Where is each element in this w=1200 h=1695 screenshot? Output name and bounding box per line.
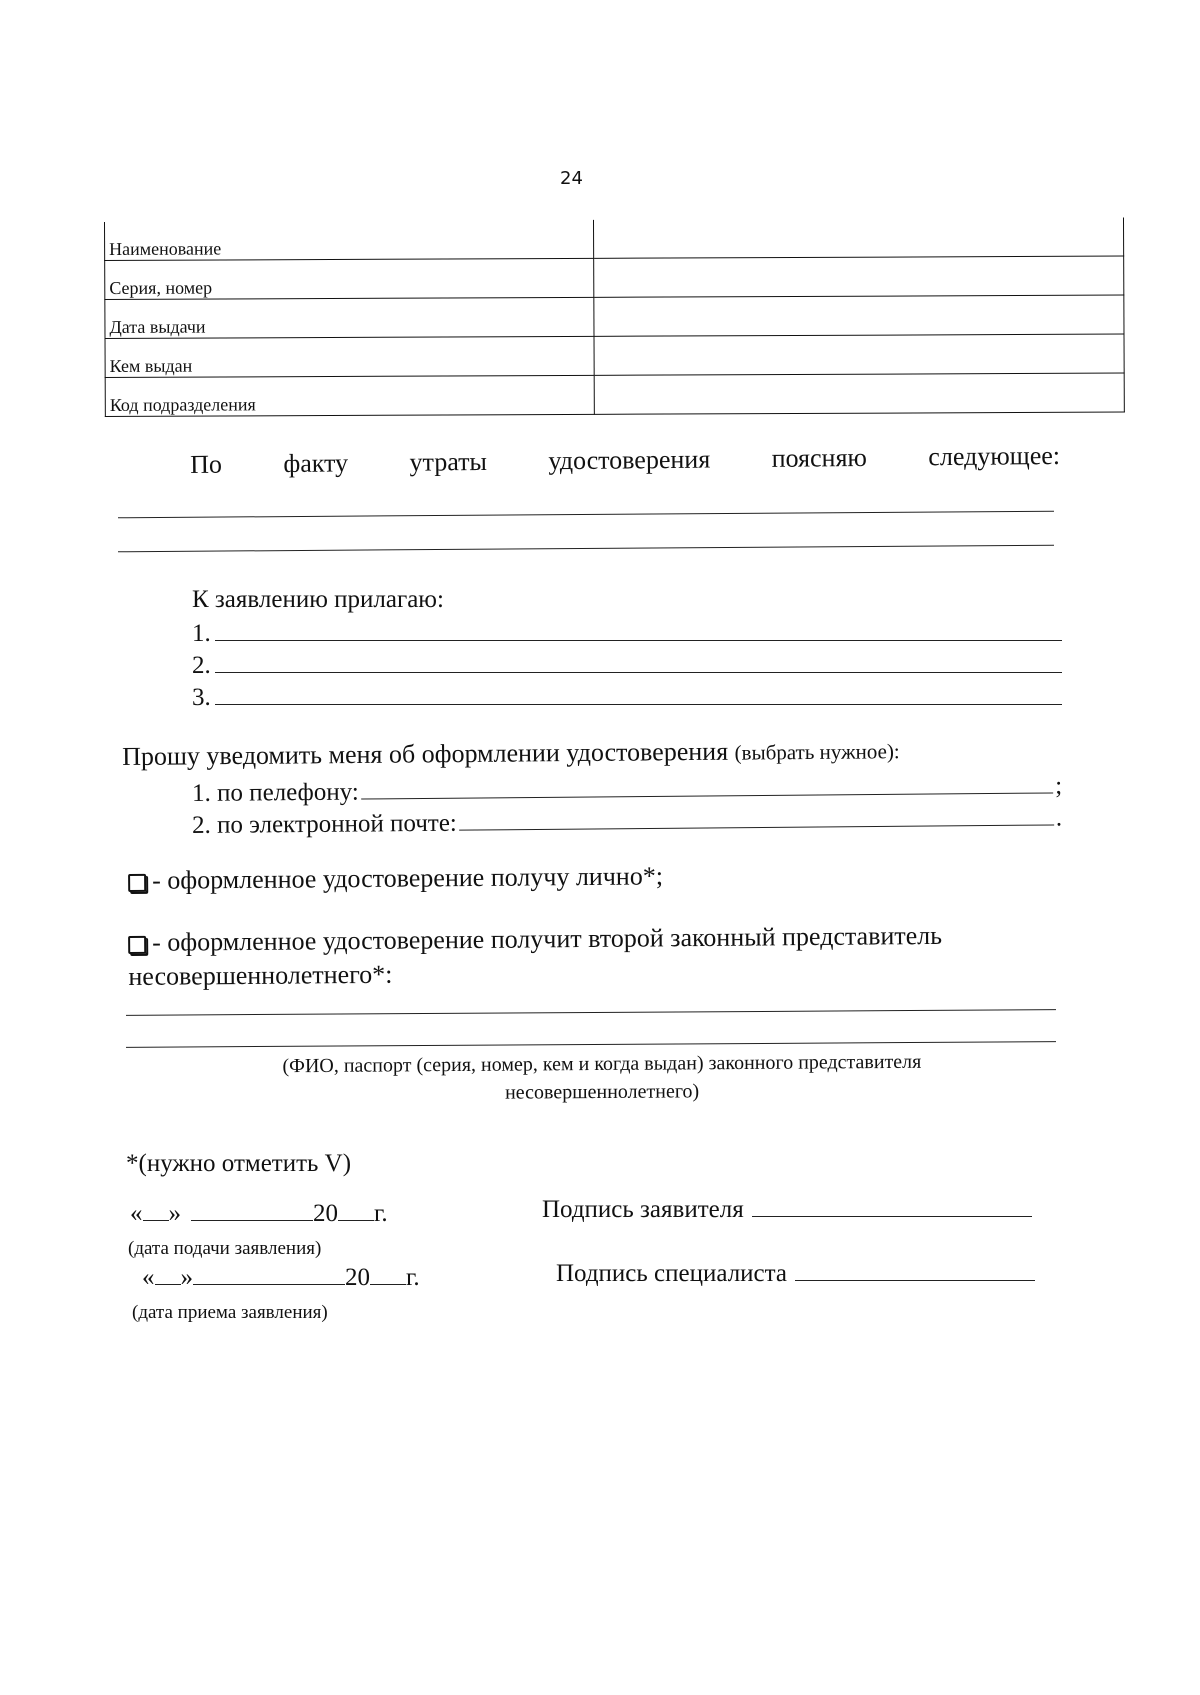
table-label-cell: Дата выдачи xyxy=(105,297,594,338)
explanation-word: поясняю xyxy=(771,442,868,473)
attachment-number: 3. xyxy=(192,684,211,711)
table-row xyxy=(105,295,1124,338)
table-value-cell[interactable] xyxy=(594,373,1124,414)
submission-date-caption: (дата подачи заявления) xyxy=(128,1238,322,1259)
table-value-cell[interactable] xyxy=(594,334,1124,375)
explanation-word: факту xyxy=(283,448,349,479)
representative-line[interactable] xyxy=(126,1009,1056,1016)
applicant-signature-label: Подпись заявителя xyxy=(542,1196,744,1223)
notification-option-end: . xyxy=(1055,804,1063,832)
page-number: 24 xyxy=(560,168,583,189)
explanation-word: удостоверения xyxy=(548,444,711,476)
attachment-line[interactable] xyxy=(192,684,1062,712)
attachment-line[interactable] xyxy=(192,652,1062,680)
table-row xyxy=(105,334,1124,377)
year-suffix: г. xyxy=(374,1200,388,1227)
explanation-word: По xyxy=(190,449,223,479)
caption-line: несовершеннолетнего) xyxy=(504,1080,700,1104)
table-label-cell: Наименование xyxy=(104,220,593,261)
specialist-signature-field[interactable] xyxy=(556,1260,1035,1288)
checkbox-icon[interactable] xyxy=(128,936,146,954)
explanation-word: утраты xyxy=(409,446,488,477)
receipt-option-text: - оформленное удостоверение получу лично*; xyxy=(151,861,664,895)
table-label-cell: Кем выдан xyxy=(105,336,594,377)
caption-line: (ФИО, паспорт (серия, номер, кем и когда выдан) законного представителя xyxy=(282,1050,922,1078)
table-row xyxy=(105,256,1124,299)
explanation-word: следующее: xyxy=(928,440,1061,472)
quote-close: » xyxy=(168,1200,181,1227)
submission-date-field[interactable] xyxy=(130,1200,388,1228)
notification-email-field[interactable] xyxy=(192,804,1062,840)
table-value-cell[interactable] xyxy=(594,256,1124,297)
table-row xyxy=(104,218,1123,261)
table-label-cell: Серия, номер xyxy=(105,258,594,299)
attachment-number: 1. xyxy=(192,620,211,647)
footnote: *(нужно отметить V) xyxy=(126,1150,352,1177)
year-prefix: 20 xyxy=(345,1264,370,1291)
notification-title xyxy=(122,735,900,772)
quote-close: » xyxy=(180,1264,193,1291)
representative-caption xyxy=(212,1047,992,1108)
notification-option-label: 1. по пелефону: xyxy=(192,778,359,807)
loss-explanation-heading xyxy=(190,441,1060,480)
table-label-cell: Код подразделения xyxy=(105,375,594,416)
table-value-cell[interactable] xyxy=(593,218,1123,259)
explanation-line[interactable] xyxy=(118,545,1054,553)
notification-title-text: Прошу уведомить меня об оформлении удостоверения xyxy=(122,736,729,771)
quote-open: « xyxy=(130,1200,143,1227)
acceptance-date-field[interactable] xyxy=(142,1264,420,1292)
quote-open: « xyxy=(142,1264,155,1291)
notification-hint: (выбрать нужное): xyxy=(734,739,900,765)
attachment-number: 2. xyxy=(192,652,211,679)
table-row xyxy=(105,373,1124,416)
checkbox-icon[interactable] xyxy=(128,874,146,892)
notification-phone-field[interactable] xyxy=(192,772,1062,808)
receipt-option-personal xyxy=(128,861,663,896)
year-prefix: 20 xyxy=(313,1200,338,1227)
acceptance-date-caption: (дата приема заявления) xyxy=(132,1302,328,1323)
attachment-line[interactable] xyxy=(192,620,1062,648)
table-value-cell[interactable] xyxy=(594,295,1124,336)
explanation-line[interactable] xyxy=(118,511,1054,519)
specialist-signature-label: Подпись специалиста xyxy=(556,1260,787,1287)
notification-option-end: ; xyxy=(1055,772,1063,800)
receipt-option-text: - оформленное удостоверение получит второй законный представитель xyxy=(152,920,943,957)
attachments-title: К заявлению прилагаю: xyxy=(192,586,444,613)
notification-option-label: 2. по электронной почте: xyxy=(192,809,457,839)
applicant-signature-field[interactable] xyxy=(542,1196,1032,1224)
receipt-option-text-continued: несовершеннолетнего*: xyxy=(128,959,393,991)
document-details-table xyxy=(104,218,1125,417)
year-suffix: г. xyxy=(406,1264,420,1291)
receipt-option-representative xyxy=(128,919,943,994)
